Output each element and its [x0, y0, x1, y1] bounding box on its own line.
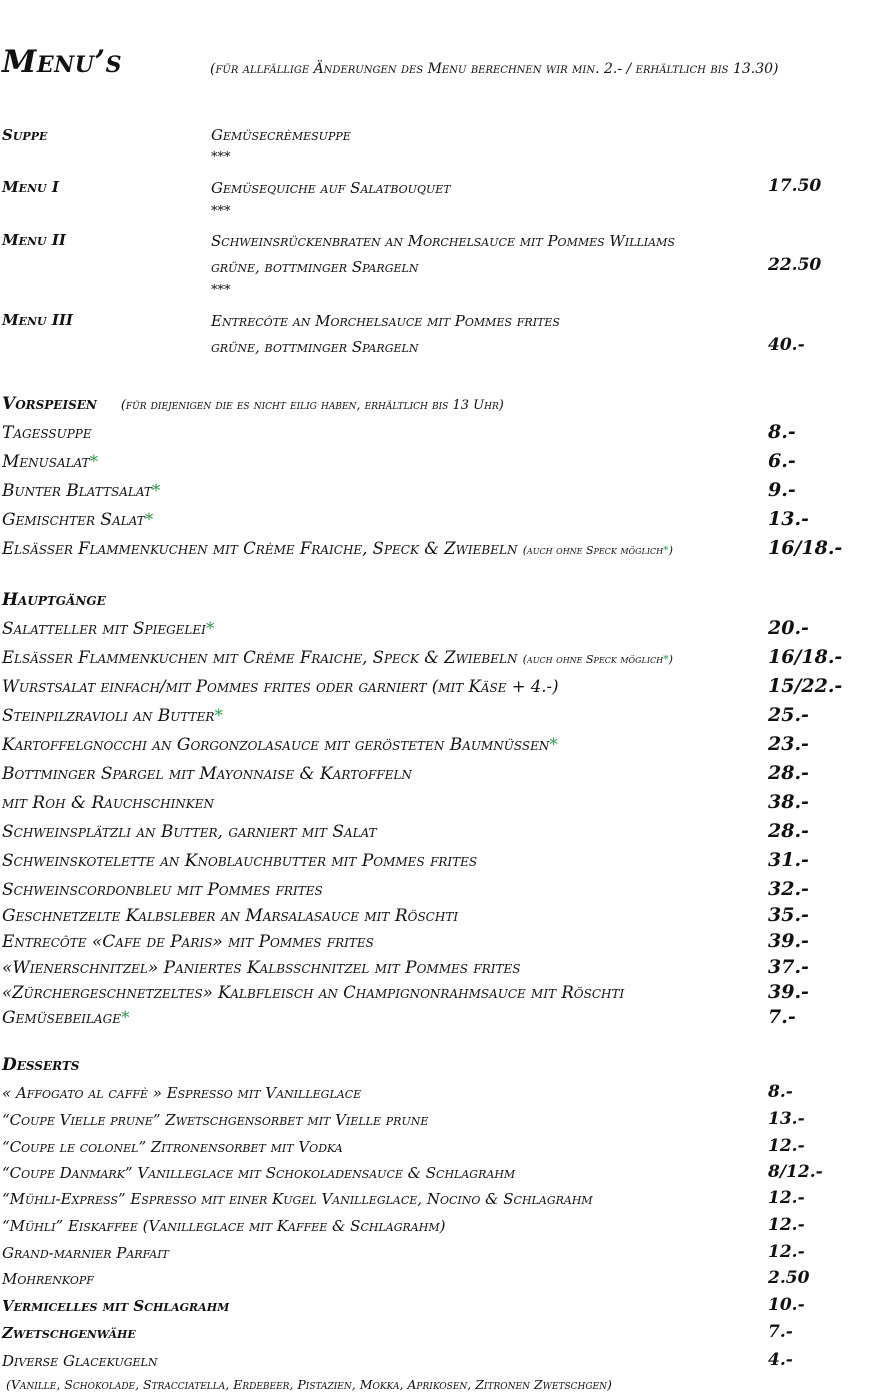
menu2-desc-line2: grüne, bottminger Spargeln: [211, 258, 419, 276]
item-price: 6.-: [768, 450, 796, 472]
item-price: 23.-: [768, 733, 809, 755]
item-price: 16/18.-: [768, 646, 843, 668]
list-item: Menusalat*: [2, 452, 99, 472]
item-price: 15/22.-: [768, 675, 843, 697]
item-price: 4.-: [768, 1350, 793, 1370]
vegetarian-star-icon: *: [214, 706, 223, 726]
page-title: Menu’s: [2, 44, 123, 80]
section-title: Hauptgänge: [2, 590, 106, 610]
separator: ***: [211, 150, 231, 165]
item-price: 12.-: [768, 1215, 805, 1235]
vegetarian-star-icon: *: [205, 619, 215, 639]
list-item: Diverse Glacekugeln: [2, 1352, 158, 1370]
item-price: 25.-: [768, 704, 809, 726]
item-price: 10.-: [768, 1295, 805, 1315]
list-item: Salatteller mit Spiegelei*: [2, 619, 215, 639]
menu3-desc-line2: grüne, bottminger Spargeln: [211, 338, 419, 356]
item-price: 12.-: [768, 1242, 805, 1262]
item-price: 38.-: [768, 791, 809, 813]
list-item: Schweinskotelette an Knoblauchbutter mit Pommes frites: [2, 851, 478, 871]
list-item: Schweinsplätzli an Butter, garniert mit Salat: [2, 822, 377, 842]
vegetarian-star-icon: *: [663, 544, 669, 557]
list-item: Tagessuppe: [2, 423, 92, 443]
item-price: 8.-: [768, 421, 796, 443]
section-title: Vorspeisen: [2, 394, 97, 414]
list-item: Elsässer Flammenkuchen mit Crème Fraiche, Speck & Zwiebeln (auch ohne Speck möglich*): [2, 648, 673, 667]
list-item: Mohrenkopf: [2, 1270, 94, 1288]
menu1-price: 17.50: [768, 176, 822, 196]
list-item: “Mühli-Express” Espresso mit einer Kugel Vanilleglace, Nocino & Schlagrahm: [2, 1190, 593, 1208]
list-item: mit Roh & Rauchschinken: [2, 793, 215, 813]
vegetarian-star-icon: *: [144, 510, 154, 530]
list-item: Gemischter Salat*: [2, 510, 154, 530]
list-item: Bottminger Spargel mit Mayonnaise & Kartoffeln: [2, 764, 412, 784]
item-price: 8/12.-: [768, 1162, 823, 1182]
separator: ***: [211, 204, 231, 219]
item-price: 13.-: [768, 508, 809, 530]
section-note: (für diejenigen die es nicht eilig haben, erhältlich bis 13 Uhr): [120, 398, 504, 413]
menu1-label: Menu I: [2, 178, 59, 196]
vegetarian-star-icon: *: [121, 1008, 130, 1028]
vegetarian-star-icon: *: [151, 481, 161, 501]
list-item: Kartoffelgnocchi an Gorgonzolasauce mit gerösteten Baumnüssen*: [2, 735, 558, 755]
menu3-label: Menu III: [2, 311, 73, 329]
soup-desc: Gemüsecrèmesuppe: [211, 126, 351, 144]
footnote: (Vanille, Schokolade, Stracciatella, Erdebeer, Pistazien, Mokka, Aprikosen, Zitronen Zwetschgen): [6, 1377, 612, 1392]
item-price: 12.-: [768, 1136, 805, 1156]
item-price: 28.-: [768, 762, 809, 784]
list-item: Entrecôte «Cafe de Paris» mit Pommes frites: [2, 932, 374, 952]
menu2-label: Menu II: [2, 231, 66, 249]
list-item: “Mühli” Eiskaffee (Vanilleglace mit Kaffee & Schlagrahm): [2, 1217, 446, 1235]
list-item: Schweinscordonbleu mit Pommes frites: [2, 880, 323, 900]
item-price: 31.-: [768, 849, 809, 871]
list-item: “Coupe Danmark” Vanilleglace mit Schokoladensauce & Schlagrahm: [2, 1164, 516, 1182]
vegetarian-star-icon: *: [549, 735, 558, 755]
list-item: Grand-marnier Parfait: [2, 1244, 169, 1262]
item-price: 28.-: [768, 820, 809, 842]
item-price: 16/18.-: [768, 537, 843, 559]
vegetarian-star-icon: *: [89, 452, 99, 472]
list-item: Vermicelles mit Schlagrahm: [2, 1297, 230, 1315]
item-price: 37.-: [768, 956, 809, 978]
vegetarian-star-icon: *: [663, 653, 669, 666]
item-price: 7.-: [768, 1322, 793, 1342]
item-price: 7.-: [768, 1006, 796, 1028]
list-item: «Zürchergeschnetzeltes» Kalbfleisch an Champignonrahmsauce mit Röschti: [2, 983, 625, 1002]
soup-label: Suppe: [2, 126, 48, 144]
list-item: «Wienerschnitzel» Paniertes Kalbsschnitzel mit Pommes frites: [2, 958, 521, 978]
item-price: 13.-: [768, 1109, 805, 1129]
list-item: “Coupe le colonel” Zitronensorbet mit Vodka: [2, 1138, 343, 1156]
list-item: Elsässer Flammenkuchen mit Crème Fraiche, Speck & Zwiebeln (auch ohne Speck möglich*): [2, 539, 673, 558]
menu3-desc-line1: Entrecôte an Morchelsauce mit Pommes frites: [211, 312, 560, 330]
separator: ***: [211, 283, 231, 298]
list-item: Geschnetzelte Kalbsleber an Marsalasauce mit Röschti: [2, 906, 459, 926]
list-item: “Coupe Vielle prune” Zwetschgensorbet mit Vielle prune: [2, 1111, 429, 1129]
menu2-price: 22.50: [768, 255, 822, 275]
item-price: 8.-: [768, 1082, 793, 1102]
list-item: Zwetschgenwähe: [2, 1324, 136, 1342]
list-item: Wurstsalat einfach/mit Pommes frites oder garniert (mit Käse + 4.-): [2, 677, 559, 696]
item-price: 39.-: [768, 981, 809, 1003]
section-vorspeisen: [2, 394, 504, 414]
menu3-price: 40.-: [768, 335, 805, 355]
item-price: 20.-: [768, 617, 809, 639]
list-item: Steinpilzravioli an Butter*: [2, 706, 223, 726]
list-item: Bunter Blattsalat*: [2, 481, 161, 501]
item-price: 2.50: [768, 1268, 810, 1288]
list-item: Gemüsebeilage*: [2, 1008, 130, 1028]
item-price: 39.-: [768, 930, 809, 952]
menu1-desc: Gemüsequiche auf Salatbouquet: [211, 179, 451, 197]
menu2-desc-line1: Schweinsrückenbraten an Morchelsauce mit Pommes Williams: [211, 232, 675, 250]
list-item: « Affogato al caffè » Espresso mit Vanilleglace: [2, 1084, 362, 1102]
section-title: Desserts: [2, 1055, 80, 1075]
item-price: 9.-: [768, 479, 796, 501]
item-price: 35.-: [768, 904, 809, 926]
title-note: (für allfällige Änderungen des Menu berechnen wir min. 2.- / erhältlich bis 13.30): [210, 61, 779, 77]
item-price: 12.-: [768, 1188, 805, 1208]
item-price: 32.-: [768, 878, 809, 900]
